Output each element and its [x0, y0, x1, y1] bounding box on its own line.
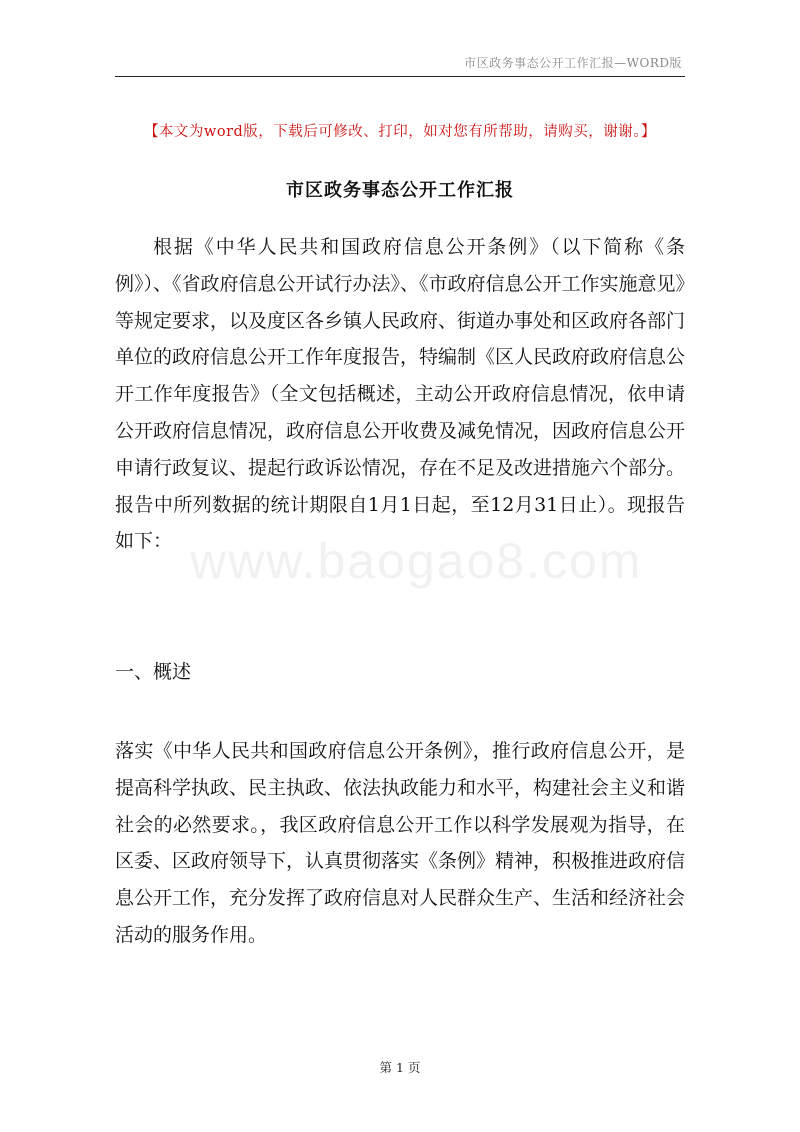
header-divider — [115, 76, 685, 77]
document-title: 市区政务事态公开工作汇报 — [286, 180, 514, 201]
watermark: www.baogao8.com — [190, 533, 643, 589]
section-heading-overview: 一、概述 — [115, 661, 192, 683]
overview-paragraph: 落实《中华人民共和国政府信息公开条例》，推行政府信息公开，是提高科学执政、民主执政、依法执政能力和水平，构建社会主义和谐社会的必然要求。，我区政府信息公开工作以科学发展观为指导，在区委、区政府领导下，认真贯彻落实《条例》精神，积极推进政府信息公开工作，充分发挥了政府信息对人民群众生产、生活和经济社会活动的服务作用。 — [115, 740, 686, 946]
intro-paragraph: 根据《中华人民共和国政府信息公开条例》（以下简称《条例》）、《省政府信息公开试行办法》、《市政府信息公开工作实施意见》等规定要求，以及度区各乡镇人民政府、街道办事处和区政府各部门单位的政府信息公开工作年度报告，特编制《区人民政府政府信息公开工作年度报告》（全文包括概述，主动公开政府信息情况，依申请公开政府信息情况，政府信息公开收费及减免情况，因政府信息公开申请行政复议、提起行政诉讼情况，存在不足及改进措施六个部分。报告中所列数据的统计期限自1月1日起，至12月31日止）。现报告如下： — [115, 236, 686, 553]
running-header: 市区政务事态公开工作汇报—WORD版 — [464, 56, 682, 70]
page-number: 第 1 页 — [379, 1060, 421, 1075]
purchase-notice: 【本文为word版，下载后可修改、打印，如对您有所帮助，请购买，谢谢。】 — [143, 124, 657, 140]
